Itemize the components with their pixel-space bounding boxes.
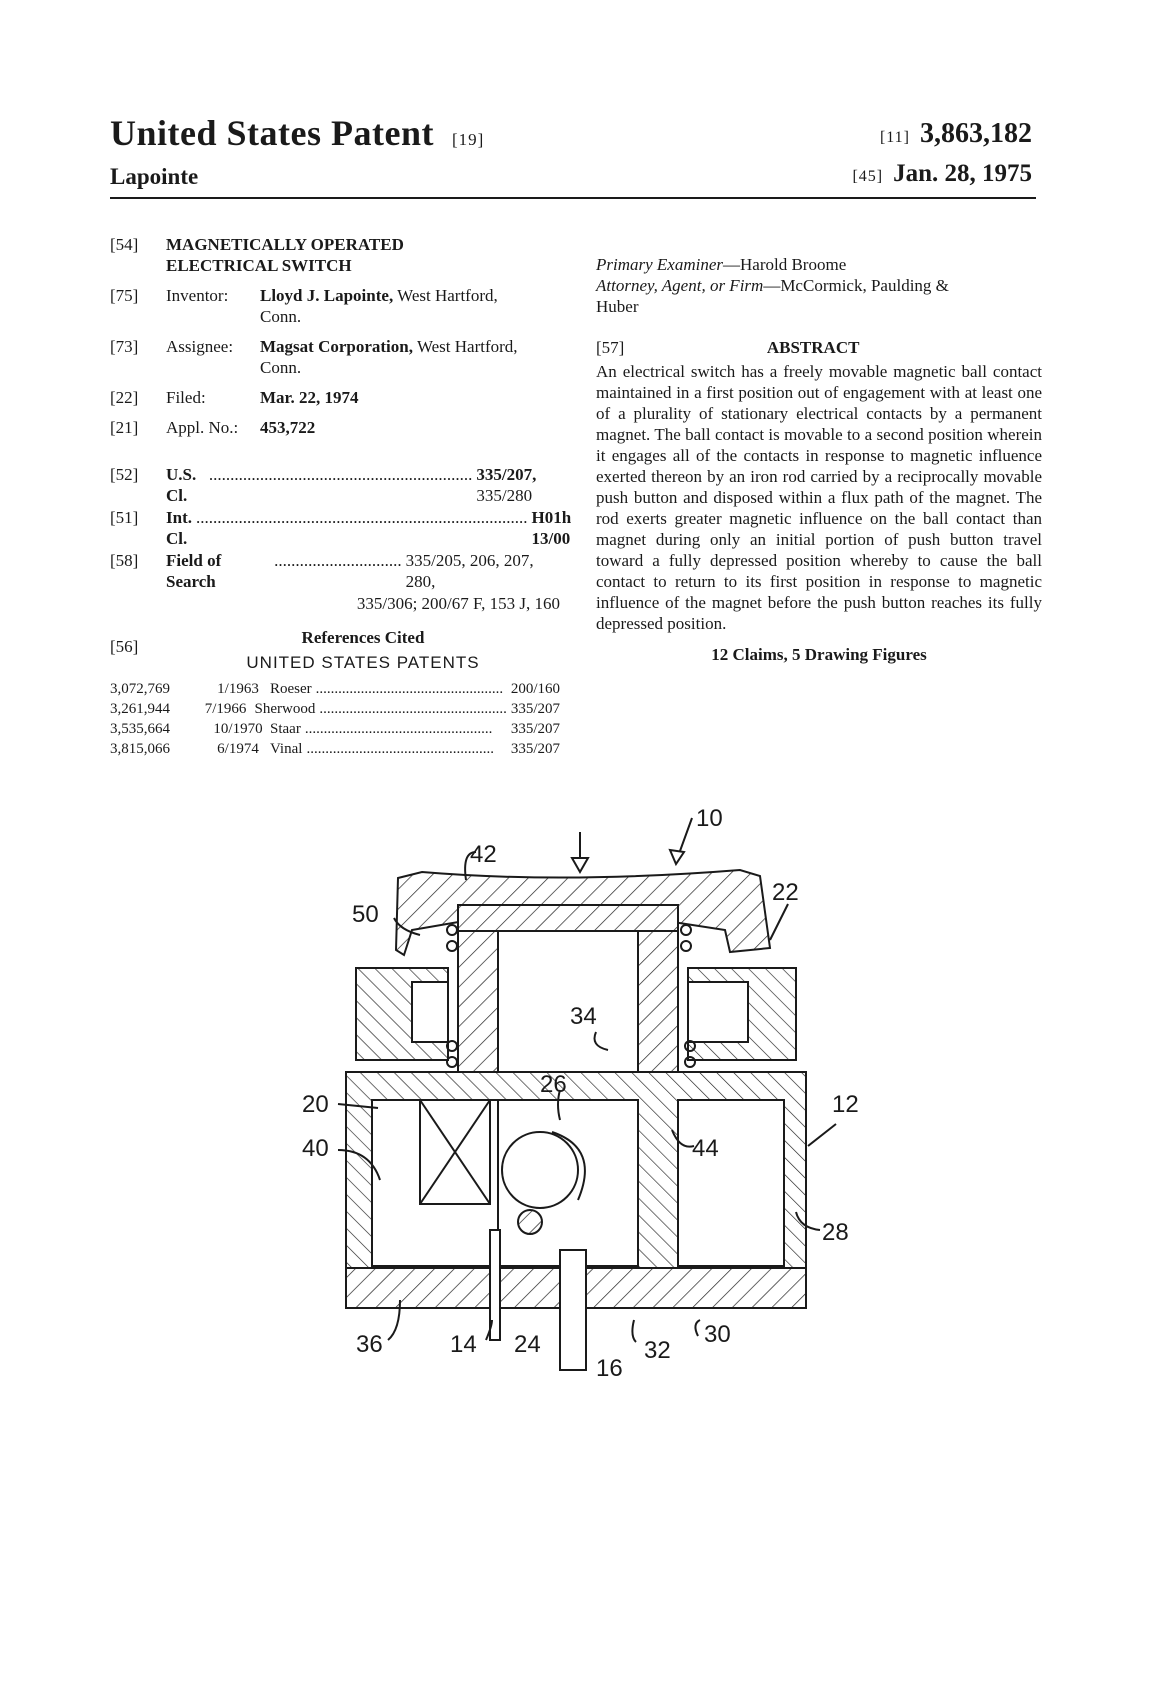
label-30: 30 xyxy=(704,1321,731,1348)
ref-class: 335/207 xyxy=(510,721,560,737)
patent-date: Jan. 28, 1975 xyxy=(893,160,1032,187)
search-tag: [58] xyxy=(110,551,139,570)
assignee-label: Assignee: xyxy=(166,337,234,356)
title-tag: [54] xyxy=(110,235,139,254)
claims-summary: 12 Claims, 5 Drawing Figures xyxy=(711,645,927,664)
inventor-location: West Hartford, xyxy=(397,286,498,305)
appl-label: Appl. No.: xyxy=(166,418,239,437)
primary-examiner-label: Primary Examiner xyxy=(596,255,724,274)
ref-date: 10/1970 xyxy=(213,721,263,737)
label-22: 22 xyxy=(772,879,799,906)
patent-number: 3,863,182 xyxy=(920,118,1032,149)
leader-dots: .................................................. xyxy=(306,741,494,757)
abstract-text: An electrical switch has a freely movable magnetic ball contact maintained in a first position out of engagement with at least one of a plurality of stationary electrical contacts by a permanent magnet. The ball contact is movable to a second position wherein it engages all of the contacts in response to magnetic influence exerted thereon by an iron rod carried by a reciprocally movable push button and disposed within a flux path of the magnet. The rod exerts greater magnetic influence on the ball contact than magnet during only an initial portion of push button travel toward a fully depressed position whereby to cause the ball contact to return to its first position in response to magnetic influence of the magnet before the push button reaches its fully depressed position. xyxy=(596,362,1042,633)
ref-name: Staar xyxy=(270,721,301,737)
int-class-value: H01h 13/00 xyxy=(531,508,572,548)
int-class-label: Int. Cl. xyxy=(166,508,192,548)
iron-rod xyxy=(518,1210,542,1234)
label-36: 36 xyxy=(356,1331,383,1358)
ball-contact xyxy=(502,1132,578,1208)
ref-class: 335/207 xyxy=(510,701,560,717)
attorney-label: Attorney, Agent, or Firm xyxy=(596,276,764,295)
references-subheading: UNITED STATES PATENTS xyxy=(246,653,480,672)
references-tag: [56] xyxy=(110,637,139,656)
filed-tag: [22] xyxy=(110,388,139,407)
references-heading: References Cited xyxy=(301,628,425,647)
label-12: 12 xyxy=(832,1091,859,1118)
header-inventor: Lapointe xyxy=(110,164,199,189)
assignee-name: Magsat Corporation, xyxy=(260,337,413,356)
primary-examiner-name: —Harold Broome xyxy=(723,255,847,274)
search-value-line2: 335/306; 200/67 F, 153 J, 160 xyxy=(356,594,560,613)
ref-name: Roeser xyxy=(270,681,312,697)
label-20: 20 xyxy=(302,1091,329,1118)
leader-dots: .............................................................. xyxy=(208,465,473,484)
inventor-state: Conn. xyxy=(260,307,302,326)
patent-date-tag: [45] xyxy=(852,168,884,185)
abstract-tag: [57] xyxy=(596,338,625,357)
header-title-code: [19] xyxy=(451,130,485,149)
ref-number: 3,072,769 xyxy=(110,681,170,697)
label-16: 16 xyxy=(596,1355,623,1382)
ref-number: 3,535,664 xyxy=(110,721,170,737)
label-10: 10 xyxy=(696,805,723,832)
header-title-text: United States Patent xyxy=(110,113,434,153)
filed-date: Mar. 22, 1974 xyxy=(260,388,359,407)
assignee-location: West Hartford, xyxy=(416,337,518,356)
abstract-heading: ABSTRACT xyxy=(766,338,860,357)
us-class-secondary: 335/280 xyxy=(476,486,533,505)
patent-number-tag: [11] xyxy=(879,129,910,146)
ref-number: 3,261,944 xyxy=(110,701,170,717)
leader-dots: .............................................................................. xyxy=(195,508,528,527)
label-24: 24 xyxy=(514,1331,541,1358)
us-class-label: U.S. Cl. xyxy=(166,465,197,505)
ref-class: 200/160 xyxy=(510,681,560,697)
label-42: 42 xyxy=(470,841,497,868)
leader-dots: .................................................. xyxy=(315,681,504,697)
int-class-tag: [51] xyxy=(110,508,139,527)
inventor-label: Inventor: xyxy=(166,286,229,305)
ref-date: 6/1974 xyxy=(217,741,259,757)
invention-title-line1: MAGNETICALLY OPERATED xyxy=(166,235,404,254)
label-34: 34 xyxy=(570,1003,597,1030)
label-40: 40 xyxy=(302,1135,329,1162)
us-class-primary: 335/207, xyxy=(476,465,537,484)
ref-date: 7/1966 xyxy=(204,701,247,717)
assignee-state: Conn. xyxy=(260,358,302,377)
leader-dots: .................................................. xyxy=(319,701,507,717)
label-50: 50 xyxy=(352,901,379,928)
plunger-top xyxy=(458,905,678,931)
invention-title-line2: ELECTRICAL SWITCH xyxy=(166,256,352,275)
assignee-tag: [73] xyxy=(110,337,139,356)
filed-label: Filed: xyxy=(166,388,206,407)
ref-name: Vinal xyxy=(270,741,303,757)
appl-number: 453,722 xyxy=(260,418,316,437)
ref-name: Sherwood xyxy=(254,701,316,717)
label-14: 14 xyxy=(450,1331,477,1358)
inventor-name: Lloyd J. Lapointe, xyxy=(260,286,394,305)
label-32: 32 xyxy=(644,1337,671,1364)
search-value: 335/205, 206, 207, 280, xyxy=(405,551,534,591)
ref-date: 1/1963 xyxy=(217,681,259,697)
inventor-tag: [75] xyxy=(110,286,139,305)
label-44: 44 xyxy=(692,1135,719,1162)
attorney-name-line2: Huber xyxy=(596,297,639,316)
label-28: 28 xyxy=(822,1219,849,1246)
appl-tag: [21] xyxy=(110,418,139,437)
attorney-name: —McCormick, Paulding & xyxy=(763,276,949,295)
us-class-tag: [52] xyxy=(110,465,139,484)
label-26: 26 xyxy=(540,1071,567,1098)
ref-number: 3,815,066 xyxy=(110,741,170,757)
search-label: Field of Search xyxy=(166,551,222,591)
terminal-16 xyxy=(560,1250,586,1370)
ref-class: 335/207 xyxy=(510,741,560,757)
leader-dots: .............................. xyxy=(274,551,402,570)
leader-dots: .................................................. xyxy=(304,721,493,737)
